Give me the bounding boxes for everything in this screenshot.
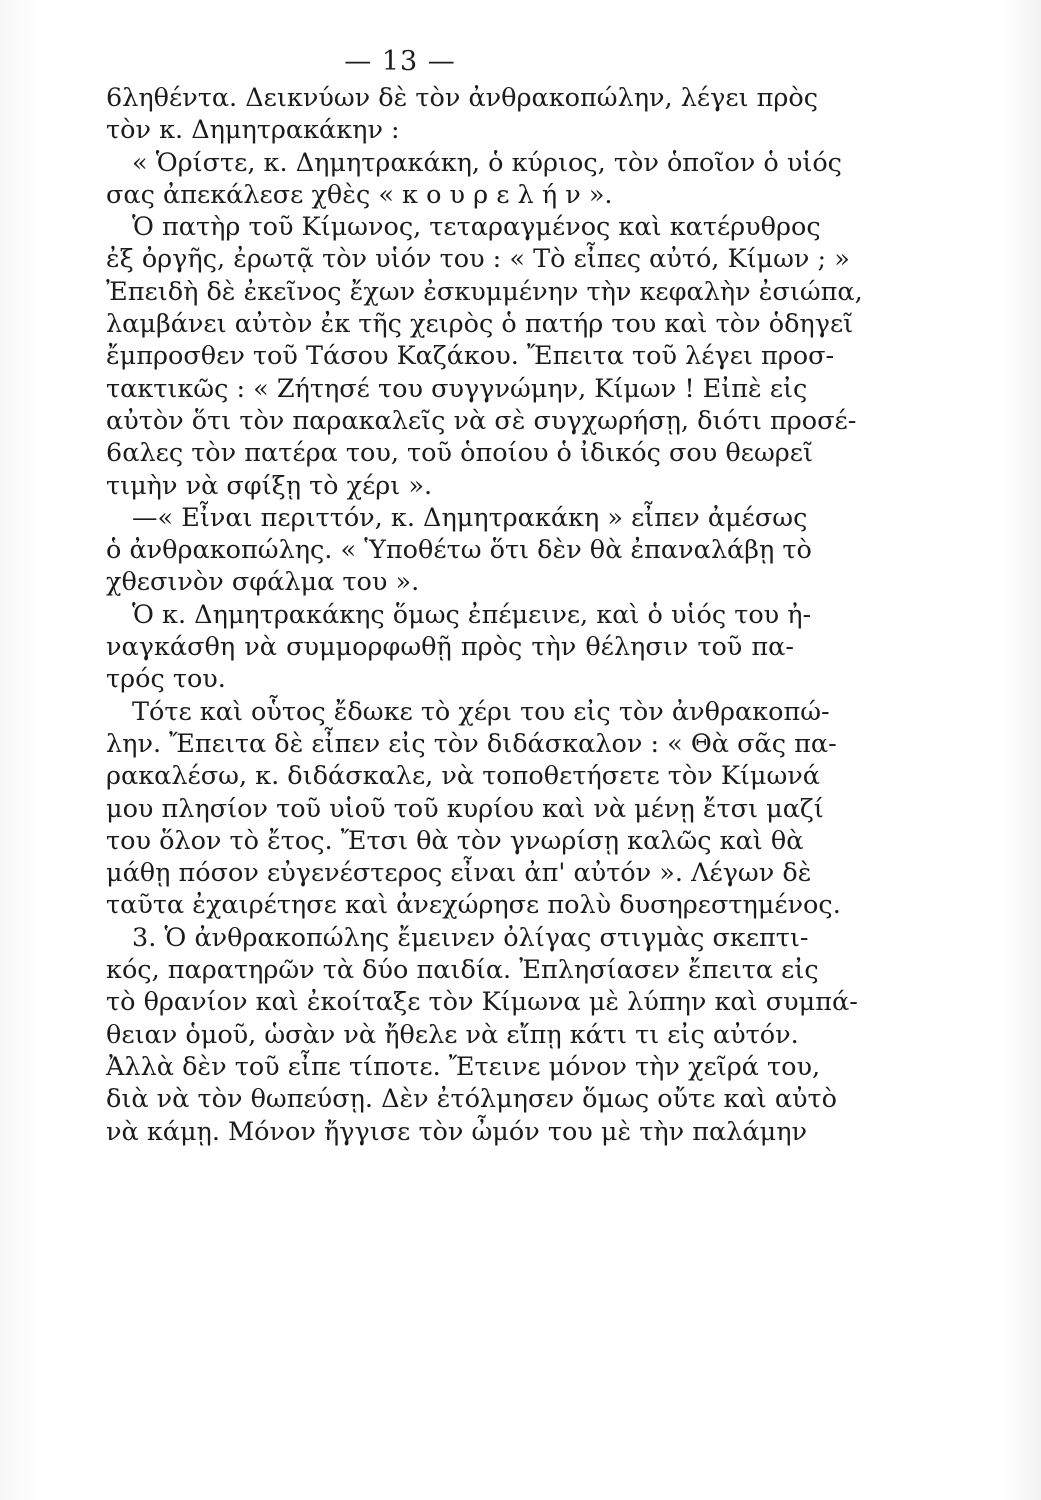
text-line: μου πλησίον τοῦ υἱοῦ τοῦ κυρίου καὶ νὰ μένῃ ἔτσι μαζί bbox=[106, 793, 824, 824]
text-line: λην. Ἔπειτα δὲ εἶπεν εἰς τὸν διδάσκαλον : « Θὰ σᾶς πα- bbox=[106, 728, 837, 759]
text-line: τὸ θρανίον καὶ ἐκοίταξε τὸν Κίμωνα μὲ λύπην καὶ συμπά- bbox=[106, 987, 858, 1018]
text-line: Ὁ πατὴρ τοῦ Κίμωνος, τεταραγμένος καὶ κατέρυθρος bbox=[132, 212, 821, 243]
text-line: ταῦτα ἐχαιρέτησε καὶ ἀνεχώρησε πολὺ δυσηρεστημένος. bbox=[106, 890, 841, 921]
text-line: λαμβάνει αὐτὸν ἐκ τῆς χειρὸς ὁ πατήρ του καὶ τὸν ὁδηγεῖ bbox=[106, 309, 854, 340]
text-line: τὸν κ. Δημητρακάκην : bbox=[106, 115, 400, 146]
page-number: — 13 — bbox=[344, 46, 456, 77]
text-line: τιμὴν νὰ σφίξῃ τὸ χέρι ». bbox=[106, 470, 433, 501]
text-line: θειαν ὁμοῦ, ὡσὰν νὰ ἤθελε νὰ εἴπῃ κάτι τι εἰς αὐτόν. bbox=[106, 1019, 799, 1050]
text-line: 3. Ὁ ἀνθρακοπώλης ἔμεινεν ὀλίγας στιγμὰς σκεπτι- bbox=[132, 922, 809, 953]
text-line: ναγκάσθη νὰ συμμορφωθῇ πρὸς τὴν θέλησιν τοῦ πα- bbox=[106, 632, 794, 663]
text-line: Ἀλλὰ δὲν τοῦ εἶπε τίποτε. Ἔτεινε μόνον τὴν χεῖρά του, bbox=[106, 1051, 821, 1082]
text-line: ἔμπροσθεν τοῦ Τάσου Καζάκου. Ἔπειτα τοῦ λέγει προσ- bbox=[106, 341, 835, 372]
text-line: —« Εἶναι περιττόν, κ. Δημητρακάκη » εἶπεν ἀμέσως bbox=[132, 502, 808, 533]
text-line: τρός του. bbox=[106, 664, 226, 695]
text-line: κός, παρατηρῶν τὰ δύο παιδία. Ἐπλησίασεν ἔπειτα εἰς bbox=[106, 955, 819, 986]
text-line: Τότε καὶ οὗτος ἔδωκε τὸ χέρι του εἰς τὸν ἀνθρακοπώ- bbox=[132, 696, 830, 727]
text-line: σας ἀπεκάλεσε χθὲς « κ ο υ ρ ε λ ή ν ». bbox=[106, 179, 613, 210]
text-line: αὐτὸν ὅτι τὸν παρακαλεῖς νὰ σὲ συγχωρήσῃ, διότι προσέ- bbox=[106, 405, 857, 436]
text-line: 6αλες τὸν πατέρα του, τοῦ ὁποίου ὁ ἰδικός σου θεωρεῖ bbox=[106, 438, 813, 469]
text-line: ἐξ ὀργῆς, ἐρωτᾷ τὸν υἱόν του : « Τὸ εἶπες αὐτό, Κίμων ; » bbox=[106, 244, 850, 275]
text-line: Ἐπειδὴ δὲ ἐκεῖνος ἔχων ἐσκυμμένην τὴν κεφαλὴν ἐσιώπα, bbox=[106, 276, 863, 307]
text-line: « Ὁρίστε, κ. Δημητρακάκη, ὁ κύριος, τὸν ὁποῖον ὁ υἱός bbox=[132, 147, 842, 178]
text-line: διὰ νὰ τὸν θωπεύσῃ. Δὲν ἐτόλμησεν ὅμως οὔτε καὶ αὐτὸ bbox=[106, 1084, 837, 1115]
text-line: ρακαλέσω, κ. διδάσκαλε, νὰ τοποθετήσετε τὸν Κίμωνά bbox=[106, 761, 820, 792]
text-line: ὁ ἀνθρακοπώλης. « Ὑποθέτω ὅτι δὲν θὰ ἐπαναλάβῃ τὸ bbox=[106, 535, 812, 566]
text-line: νὰ κάμῃ. Μόνον ἤγγισε τὸν ὦμόν του μὲ τὴν παλάμην bbox=[106, 1116, 807, 1147]
body-text bbox=[106, 82, 863, 1148]
text-line: χθεσινὸν σφάλμα του ». bbox=[106, 567, 420, 598]
text-line: τακτικῶς : « Ζήτησέ του συγγνώμην, Κίμων ! Εἰπὲ εἰς bbox=[106, 373, 808, 404]
text-line: μάθῃ πόσον εὐγενέστερος εἶναι ἀπ' αὐτόν ». Λέγων δὲ bbox=[106, 858, 812, 889]
text-line: Ὁ κ. Δημητρακάκης ὅμως ἐπέμεινε, καὶ ὁ υἱός του ἠ- bbox=[132, 599, 812, 630]
text-line: 6ληθέντα. Δεικνύων δὲ τὸν ἀνθρακοπώλην, λέγει πρὸς bbox=[106, 83, 819, 113]
text-line: του ὅλον τὸ ἔτος. Ἔτσι θὰ τὸν γνωρίσῃ καλῶς καὶ θὰ bbox=[106, 825, 804, 856]
